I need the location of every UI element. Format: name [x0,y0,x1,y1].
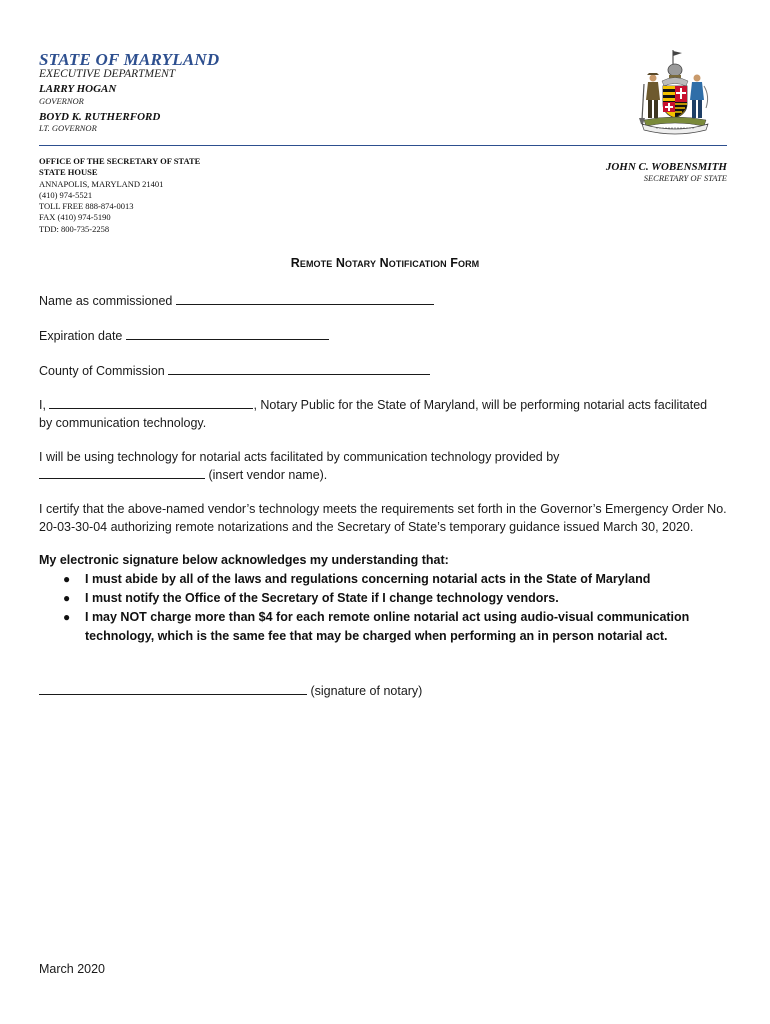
vendor-suffix: (insert vendor name). [208,468,328,482]
office-toll-free: TOLL FREE 888-874-0013 [39,201,134,212]
notary-statement [39,396,739,432]
ack-list [39,570,749,646]
header-divider [39,145,727,146]
bullet-icon: ● [63,610,71,624]
name-field-row [39,292,434,308]
bullet-icon: ● [63,591,71,605]
county-blank[interactable] [168,362,430,375]
name-label: Name as commissioned [39,294,173,308]
signature-row [39,682,422,698]
secretary-title: SECRETARY OF STATE [643,173,727,183]
notary-name-blank[interactable] [49,396,253,409]
county-field-row [39,362,430,378]
signature-label: (signature of notary) [310,684,423,698]
maryland-great-seal-icon [636,48,714,136]
ack-heading: My electronic signature below acknowledges my understanding that: [39,553,449,567]
lt-governor-title: LT. GOVERNOR [39,123,97,133]
lt-governor-name: BOYD K. RUTHERFORD [39,111,161,123]
secretary-name: JOHN C. WOBENSMITH [605,161,727,173]
name-blank[interactable] [176,292,434,305]
office-phone: (410) 974-5521 [39,189,93,200]
statement-suffix: , Notary Public for the State of Maryland, will be performing notarial acts facilitated [253,398,708,412]
office-address-block [39,156,200,235]
ack-item: ● I may NOT charge more than $4 for each remote online notarial act using audio-visual communication technology, which is the same fee that may be charged when performing an in person notarial act. [63,610,690,643]
statement-prefix: I, [39,398,46,412]
acknowledgement-section [39,551,749,646]
county-label: County of Commission [39,364,165,378]
statement-line2: by communication technology. [39,416,207,430]
office-name: OFFICE OF THE SECRETARY OF STATE [39,156,201,166]
expiration-label: Expiration date [39,329,123,343]
office-tdd: TDD: 800-735-2258 [39,223,110,234]
signature-blank[interactable] [39,682,307,695]
department-name: EXECUTIVE DEPARTMENT [39,68,176,80]
office-building: STATE HOUSE [39,167,98,178]
office-fax: FAX (410) 974-5190 [39,212,111,223]
ack-item: ● I must abide by all of the laws and regulations concerning notarial acts in the State of Maryland [85,570,749,589]
vendor-name-blank[interactable] [39,466,205,479]
expiration-blank[interactable] [126,327,329,340]
vendor-line1: I will be using technology for notarial acts facilitated by communication technology provided by [39,450,560,464]
document-date: March 2020 [39,962,106,976]
vendor-statement [39,448,739,484]
office-city: ANNAPOLIS, MARYLAND 21401 [39,178,164,189]
expiration-field-row [39,327,329,343]
bullet-icon: ● [63,572,71,586]
form-title: Remote Notary Notification Form [290,256,480,270]
certify-statement: I certify that the above-named vendor’s technology meets the requirements set forth in the Governor’s Emergency Order No. 20-03-30-04 authorizing remote notarizations and the Secretary of State’s temporary guidance issued March 30, 2020. [39,502,727,534]
governor-name: LARRY HOGAN [39,83,117,95]
ack-item: ● I must notify the Office of the Secretary of State if I change technology vendors. [85,589,749,608]
governor-title: GOVERNOR [39,96,84,106]
state-title: STATE OF MARYLAND [39,50,220,69]
